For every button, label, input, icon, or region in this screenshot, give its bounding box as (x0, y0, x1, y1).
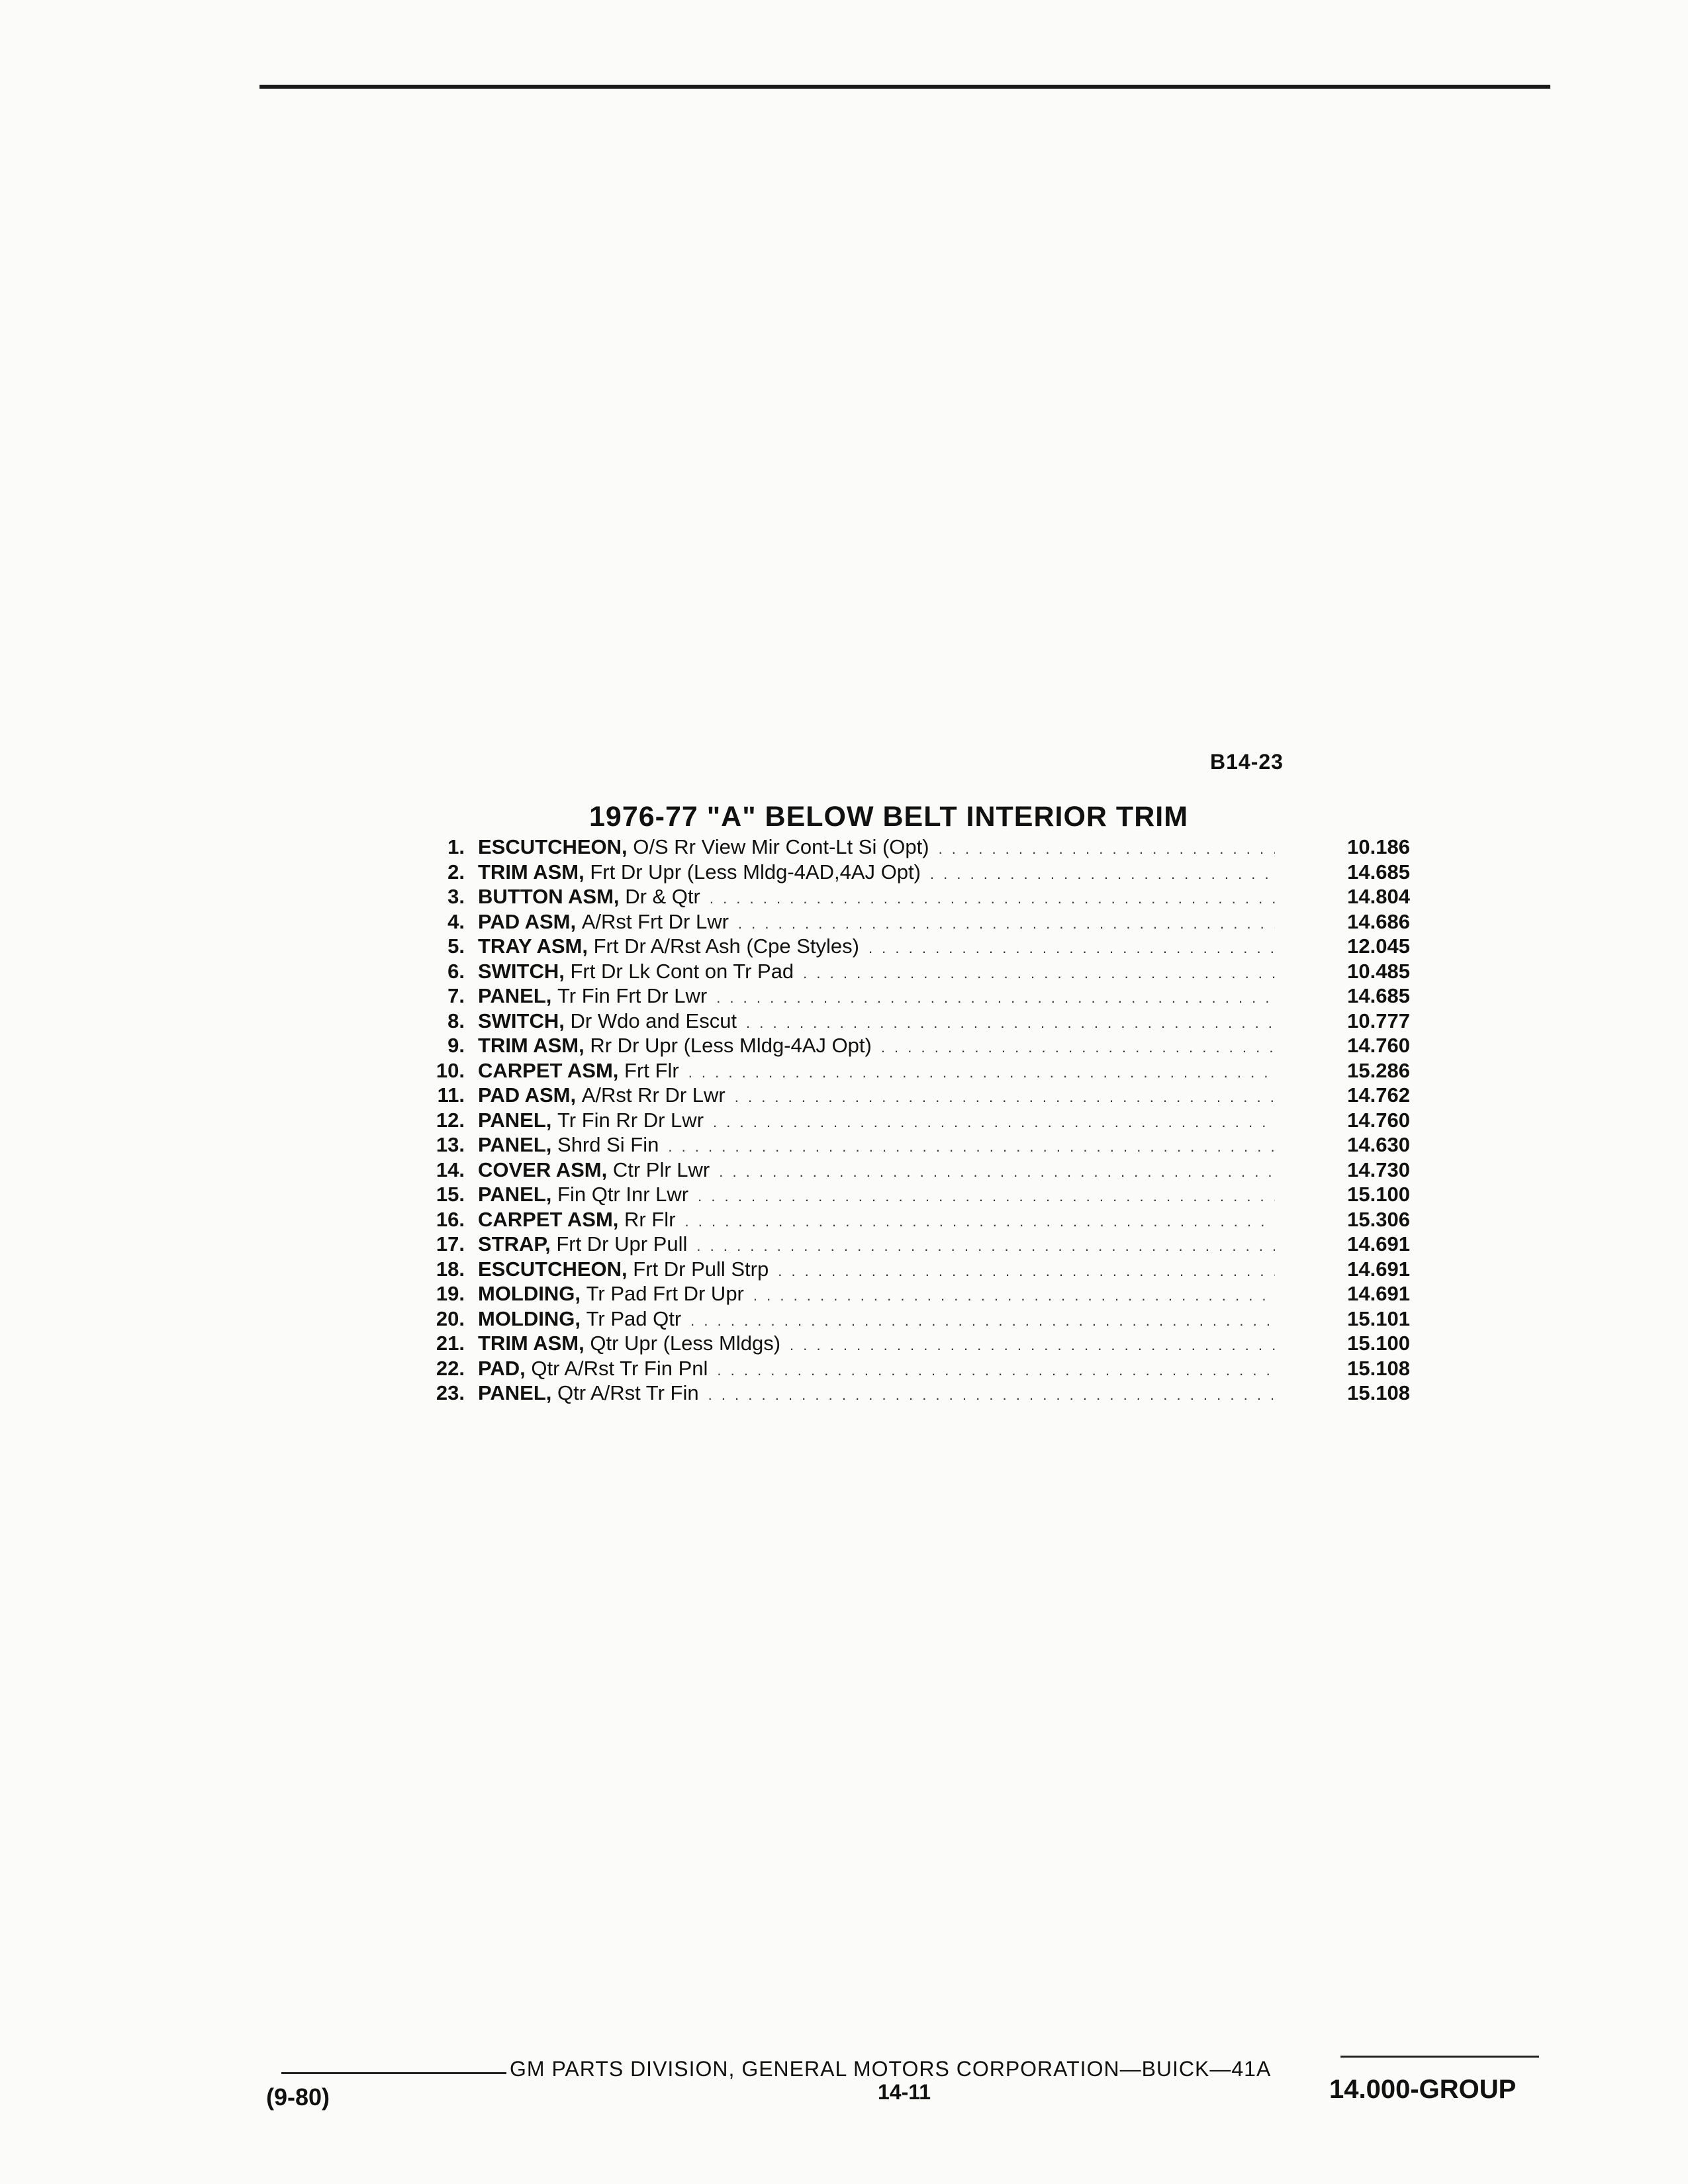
dot-leader (881, 1039, 1275, 1056)
part-description: Frt Dr A/Rst Ash (Cpe Styles) (593, 934, 859, 958)
part-reference: 14.691 (1347, 1282, 1410, 1305)
list-item (424, 910, 1410, 935)
dot-leader (716, 989, 1275, 1007)
dot-leader (685, 1213, 1275, 1230)
list-item (424, 984, 1410, 1009)
part-description: A/Rst Frt Dr Lwr (581, 909, 729, 933)
part-number: 23. (436, 1381, 465, 1404)
part-description: Qtr Upr (Less Mldgs) (590, 1332, 781, 1355)
part-number: 12. (436, 1108, 465, 1132)
dot-leader (708, 1387, 1275, 1404)
part-description: Tr Pad Qtr (586, 1306, 682, 1330)
dot-leader (717, 1362, 1275, 1379)
list-item (424, 1208, 1410, 1233)
part-name: PANEL, (478, 1381, 552, 1404)
part-reference: 15.101 (1347, 1306, 1410, 1330)
part-number: 22. (436, 1356, 465, 1380)
part-name: ESCUTCHEON, (478, 1257, 628, 1281)
part-description: Dr & Qtr (625, 885, 700, 908)
part-description: Frt Dr Lk Cont on Tr Pad (570, 959, 794, 983)
part-number: 3. (447, 885, 465, 908)
dot-leader (719, 1163, 1275, 1181)
footer-group: 14.000-GROUP (1329, 2075, 1517, 2104)
part-name: STRAP, (478, 1232, 551, 1255)
part-reference: 14.762 (1347, 1083, 1410, 1107)
part-description: Shrd Si Fin (557, 1133, 659, 1156)
list-item (424, 885, 1410, 910)
dot-leader (696, 1238, 1275, 1255)
dot-leader (930, 866, 1275, 883)
list-item (424, 1307, 1410, 1332)
list-item (424, 934, 1410, 960)
page-title: 1976-77 "A" BELOW BELT INTERIOR TRIM (589, 801, 1189, 833)
part-description: Fin Qtr Inr Lwr (557, 1183, 689, 1206)
part-name: ESCUTCHEON, (478, 835, 628, 858)
dot-leader (753, 1287, 1275, 1304)
part-name: TRAY ASM, (478, 934, 588, 958)
list-item (424, 1109, 1410, 1134)
part-reference: 15.100 (1347, 1183, 1410, 1206)
part-reference: 15.286 (1347, 1058, 1410, 1082)
part-number: 8. (447, 1009, 465, 1032)
part-reference: 10.485 (1347, 959, 1410, 983)
part-name: CARPET ASM, (478, 1058, 619, 1082)
part-number: 17. (436, 1232, 465, 1255)
part-reference: 15.306 (1347, 1207, 1410, 1231)
footer-date: (9-80) (266, 2083, 330, 2111)
footer-rule-right (1340, 2056, 1539, 2058)
part-reference: 14.760 (1347, 1034, 1410, 1057)
part-reference: 14.686 (1347, 909, 1410, 933)
dot-leader (778, 1263, 1275, 1280)
dot-leader (735, 1089, 1275, 1106)
part-name: SWITCH, (478, 1009, 565, 1032)
part-name: PAD ASM, (478, 909, 577, 933)
list-item (424, 960, 1410, 985)
part-number: 7. (447, 984, 465, 1007)
dot-leader (790, 1337, 1275, 1354)
dot-leader (803, 965, 1275, 982)
part-reference: 14.685 (1347, 984, 1410, 1007)
list-item (424, 1232, 1410, 1257)
list-item (424, 1183, 1410, 1208)
part-description: Dr Wdo and Escut (570, 1009, 737, 1032)
part-reference: 14.691 (1347, 1232, 1410, 1255)
list-item (424, 1381, 1410, 1406)
dot-leader (746, 1015, 1275, 1032)
dot-leader (698, 1188, 1275, 1205)
part-reference: 14.630 (1347, 1133, 1410, 1156)
list-item (424, 1059, 1410, 1084)
part-number: 5. (447, 934, 465, 958)
part-number: 20. (436, 1306, 465, 1330)
part-reference: 14.685 (1347, 860, 1410, 884)
part-description: Rr Flr (624, 1207, 676, 1231)
list-item (424, 1133, 1410, 1158)
part-number: 2. (447, 860, 465, 884)
part-number: 4. (447, 909, 465, 933)
part-number: 21. (436, 1332, 465, 1355)
part-reference: 12.045 (1347, 934, 1410, 958)
part-reference: 10.777 (1347, 1009, 1410, 1032)
part-name: TRIM ASM, (478, 1034, 585, 1057)
list-item (424, 860, 1410, 886)
part-number: 10. (436, 1058, 465, 1082)
part-number: 19. (436, 1282, 465, 1305)
list-item (424, 1332, 1410, 1357)
list-item (424, 835, 1410, 860)
part-name: SWITCH, (478, 959, 565, 983)
part-reference: 14.804 (1347, 885, 1410, 908)
part-name: PANEL, (478, 1183, 552, 1206)
part-number: 6. (447, 959, 465, 983)
footer-publisher: GM PARTS DIVISION, GENERAL MOTORS CORPORATION—BUICK—41A (510, 2057, 1272, 2081)
list-item (424, 1083, 1410, 1109)
part-reference: 15.100 (1347, 1332, 1410, 1355)
part-name: PANEL, (478, 1108, 552, 1132)
page-number: 14-11 (878, 2080, 931, 2104)
part-description: O/S Rr View Mir Cont-Lt Si (Opt) (633, 835, 929, 858)
dot-leader (738, 915, 1275, 933)
list-item (424, 1158, 1410, 1183)
dot-leader (868, 940, 1275, 957)
part-description: Tr Fin Frt Dr Lwr (557, 984, 708, 1007)
part-name: CARPET ASM, (478, 1207, 619, 1231)
dot-leader (688, 1064, 1275, 1081)
part-number: 15. (436, 1183, 465, 1206)
part-description: Ctr Plr Lwr (612, 1158, 710, 1181)
part-reference: 14.730 (1347, 1158, 1410, 1181)
part-number: 16. (436, 1207, 465, 1231)
footer-rule-left (281, 2072, 506, 2074)
part-name: COVER ASM, (478, 1158, 608, 1181)
part-name: PAD ASM, (478, 1083, 577, 1107)
part-number: 11. (437, 1083, 465, 1107)
dot-leader (690, 1312, 1275, 1330)
part-name: PANEL, (478, 1133, 552, 1156)
part-description: Frt Flr (624, 1058, 679, 1082)
part-reference: 15.108 (1347, 1381, 1410, 1404)
dot-leader (713, 1114, 1275, 1131)
part-name: TRIM ASM, (478, 860, 585, 884)
parts-list (424, 835, 1410, 1406)
part-description: Tr Pad Frt Dr Upr (586, 1282, 744, 1305)
top-rule (259, 85, 1550, 89)
part-number: 13. (436, 1133, 465, 1156)
reference-code: B14-23 (1210, 750, 1284, 774)
part-description: Frt Dr Upr (Less Mldg-4AD,4AJ Opt) (590, 860, 921, 884)
part-description: Frt Dr Pull Strp (633, 1257, 769, 1281)
list-item (424, 1357, 1410, 1382)
part-description: Tr Fin Rr Dr Lwr (557, 1108, 704, 1132)
part-description: Qtr A/Rst Tr Fin Pnl (531, 1356, 708, 1380)
dot-leader (668, 1138, 1275, 1156)
part-name: MOLDING, (478, 1306, 581, 1330)
part-description: Rr Dr Upr (Less Mldg-4AJ Opt) (590, 1034, 872, 1057)
list-item (424, 1257, 1410, 1283)
list-item (424, 1034, 1410, 1059)
part-name: PAD, (478, 1356, 526, 1380)
part-reference: 10.186 (1347, 835, 1410, 858)
part-description: Qtr A/Rst Tr Fin (557, 1381, 699, 1404)
part-name: TRIM ASM, (478, 1332, 585, 1355)
dot-leader (710, 890, 1275, 907)
part-name: MOLDING, (478, 1282, 581, 1305)
part-number: 1. (447, 835, 465, 858)
part-name: PANEL, (478, 984, 552, 1007)
list-item (424, 1282, 1410, 1307)
part-number: 9. (447, 1034, 465, 1057)
dot-leader (939, 841, 1275, 858)
part-description: A/Rst Rr Dr Lwr (581, 1083, 726, 1107)
part-reference: 15.108 (1347, 1356, 1410, 1380)
part-reference: 14.760 (1347, 1108, 1410, 1132)
part-name: BUTTON ASM, (478, 885, 620, 908)
list-item (424, 1009, 1410, 1034)
part-reference: 14.691 (1347, 1257, 1410, 1281)
part-number: 18. (436, 1257, 465, 1281)
part-description: Frt Dr Upr Pull (556, 1232, 688, 1255)
part-number: 14. (436, 1158, 465, 1181)
